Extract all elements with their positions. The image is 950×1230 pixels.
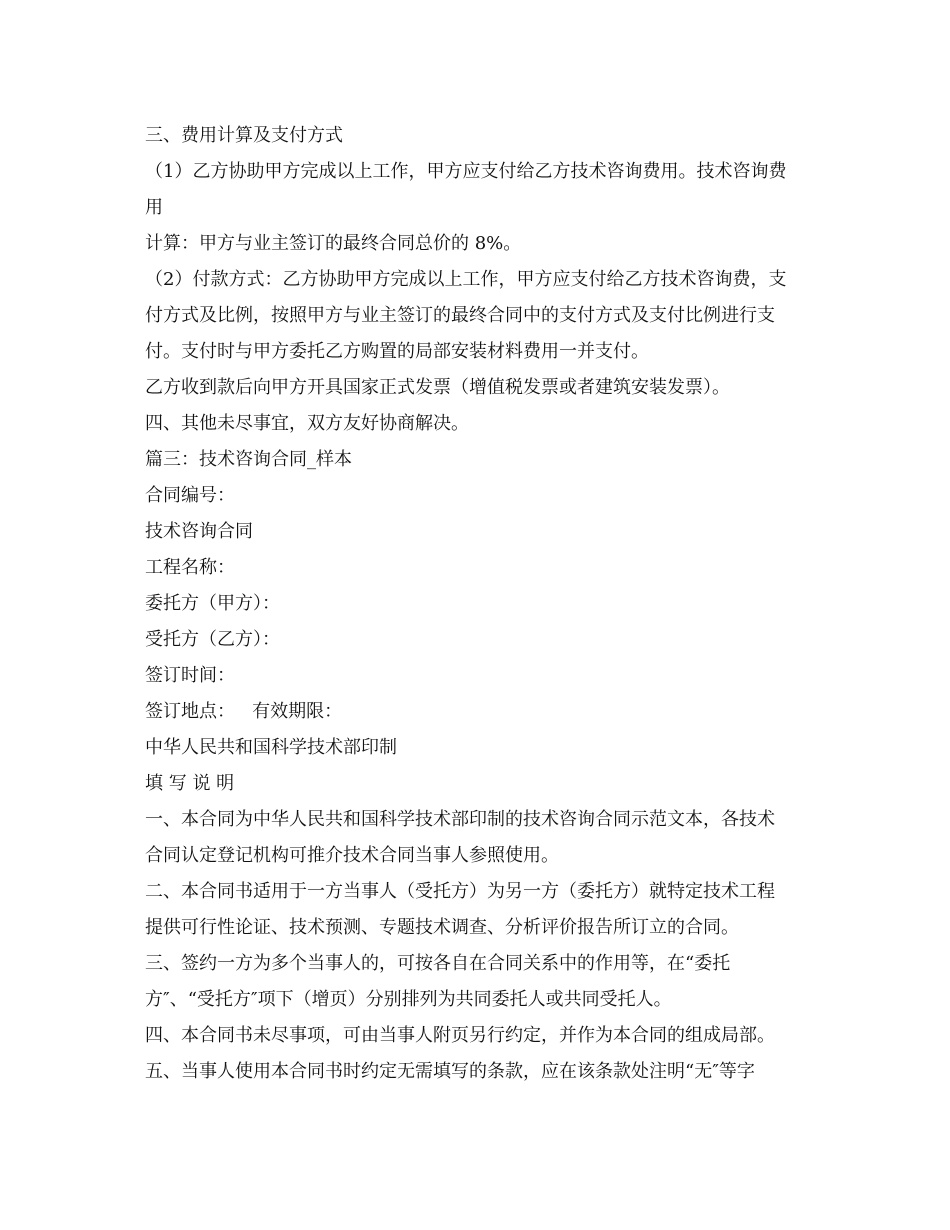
field-project-name: 工程名称： xyxy=(145,557,235,578)
text-line: 二、本合同书适用于一方当事人（受托方）为另一方（委托方）就特定技术工程 xyxy=(145,881,775,902)
text-line: 计算：甲方与业主签订的最终合同总价的 8%。 xyxy=(145,233,522,254)
field-signing-time: 签订时间： xyxy=(145,665,235,686)
publisher-line: 中华人民共和国科学技术部印制 xyxy=(145,737,397,758)
chapter-title: 篇三：技术咨询合同_样本 xyxy=(145,449,352,470)
field-contract-number: 合同编号： xyxy=(145,485,235,506)
document-body xyxy=(145,118,810,1090)
text-line: 用 xyxy=(145,197,163,218)
text-line: 提供可行性论证、技术预测、专题技术调查、分析评价报告所订立的合同。 xyxy=(145,917,739,938)
instructions-heading: 填 写 说 明 xyxy=(145,773,235,794)
section-heading-other-matters: 四、其他未尽事宜，双方友好协商解决。 xyxy=(145,413,469,434)
contract-title: 技术咨询合同 xyxy=(145,521,253,542)
text-line: （2）付款方式：乙方协助甲方完成以上工作，甲方应支付给乙方技术咨询费，支 xyxy=(145,269,787,290)
field-contractor: 受托方（乙方）： xyxy=(145,629,280,650)
field-signing-place-validity: 签订地点： 有效期限： xyxy=(145,701,343,722)
text-line: 方″、“受托方″项下（增页）分别排列为共同委托人或共同受托人。 xyxy=(145,989,672,1010)
text-line: 四、本合同书未尽事项，可由当事人附页另行约定，并作为本合同的组成局部。 xyxy=(145,1025,775,1046)
text-line: 五、当事人使用本合同书时约定无需填写的条款，应在该条款处注明“无″等字 xyxy=(145,1061,755,1082)
text-line: 合同认定登记机构可推介技术合同当事人参照使用。 xyxy=(145,845,559,866)
text-line: 付。支付时与甲方委托乙方购置的局部安装材料费用一并支付。 xyxy=(145,341,649,362)
text-line: 付方式及比例，按照甲方与业主签订的最终合同中的支付方式及支付比例进行支 xyxy=(145,305,775,326)
section-heading-fee-calculation: 三、费用计算及支付方式 xyxy=(145,125,343,146)
text-line: （1）乙方协助甲方完成以上工作，甲方应支付给乙方技术咨询费用。技术咨询费 xyxy=(145,161,787,182)
text-line: 三、签约一方为多个当事人的，可按各自在合同关系中的作用等，在“委托 xyxy=(145,953,731,974)
text-line: 一、本合同为中华人民共和国科学技术部印制的技术咨询合同示范文本，各技术 xyxy=(145,809,775,830)
field-client: 委托方（甲方）： xyxy=(145,593,280,614)
text-line: 乙方收到款后向甲方开具国家正式发票（增值税发票或者建筑安装发票）。 xyxy=(145,377,730,398)
